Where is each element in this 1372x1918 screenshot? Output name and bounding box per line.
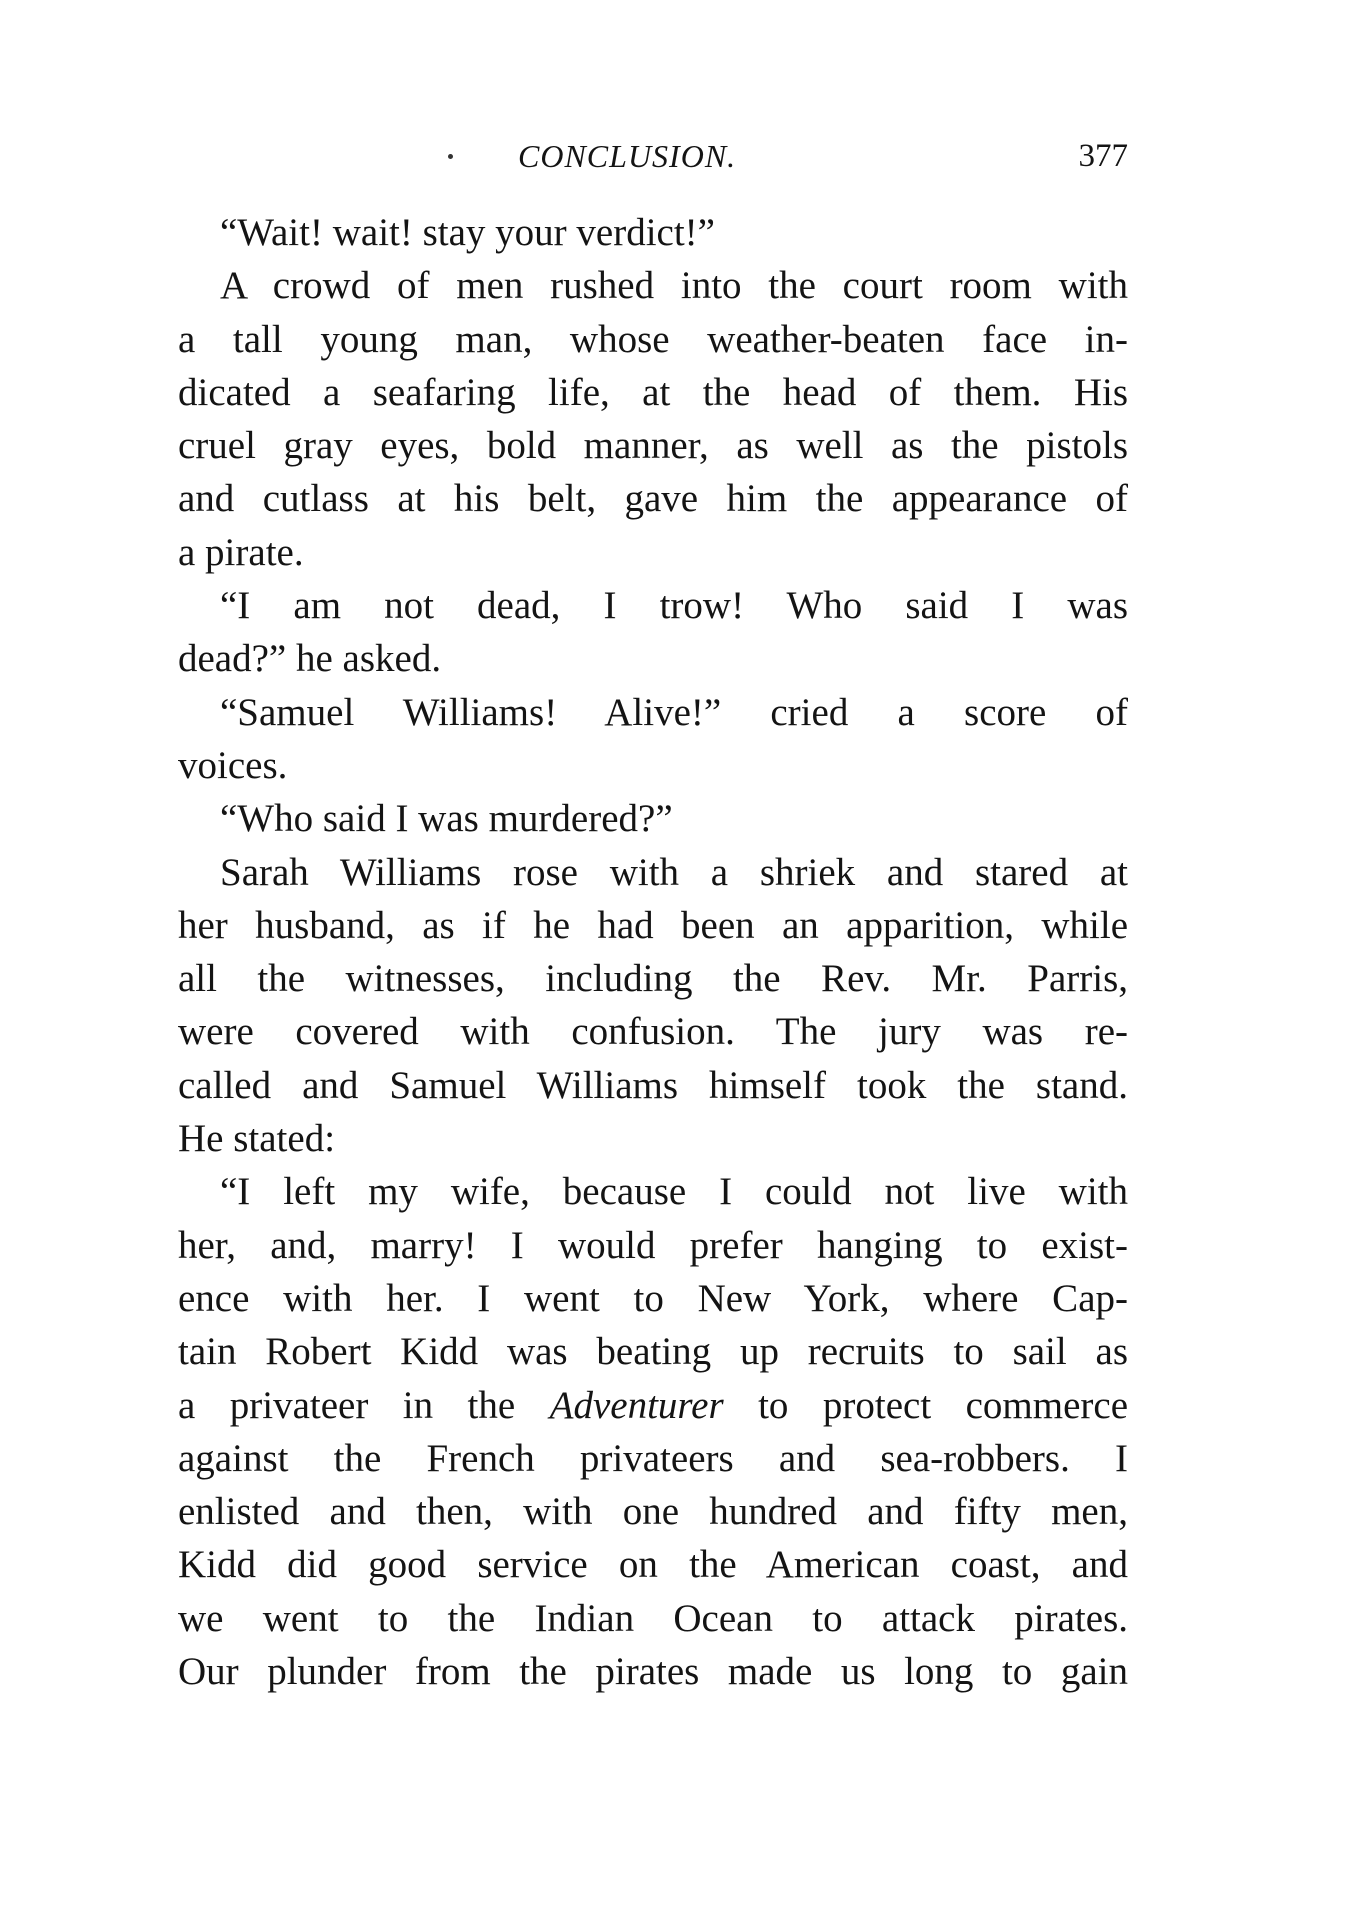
text-line xyxy=(178,1379,1128,1432)
running-head xyxy=(178,138,1128,188)
text-line: voices. xyxy=(178,743,288,787)
text-segment: to protect commerce xyxy=(723,1383,1128,1427)
text-line: Sarah Williams rose with a shriek and stared at xyxy=(220,850,1128,894)
text-line: called and Samuel Williams himself took the stand. xyxy=(178,1063,1128,1107)
text-line: dead?” he asked. xyxy=(178,637,442,681)
text-line: “I am not dead, I trow! Who said I was xyxy=(220,584,1128,628)
text-line: A crowd of men rushed into the court room with xyxy=(220,264,1128,308)
text-line: we went to the Indian Ocean to attack pirates. xyxy=(178,1596,1128,1640)
page-number: 377 xyxy=(1078,138,1128,174)
text-line: “Samuel Williams! Alive!” cried a score of xyxy=(220,690,1128,734)
text-line: and cutlass at his belt, gave him the appearance of xyxy=(178,477,1128,521)
text-line: enlisted and then, with one hundred and fifty men, xyxy=(178,1490,1128,1534)
text-segment: a privateer in the xyxy=(178,1383,550,1427)
text-line: ence with her. I went to New York, where Cap- xyxy=(178,1276,1128,1320)
text-line: Our plunder from the pirates made us long to gain xyxy=(178,1650,1128,1694)
text-line: all the witnesses, including the Rev. Mr. Parris, xyxy=(178,957,1128,1001)
body-text xyxy=(178,206,1128,1698)
text-line: a pirate. xyxy=(178,530,304,574)
text-line: were covered with confusion. The jury was re- xyxy=(178,1010,1128,1054)
running-title: CONCLUSION. xyxy=(518,138,737,174)
ship-name-italic: Adventurer xyxy=(549,1383,724,1427)
text-line: He stated: xyxy=(178,1117,336,1161)
text-line: “Who said I was murdered?” xyxy=(220,797,673,841)
text-line: her husband, as if he had been an apparition, while xyxy=(178,903,1128,947)
text-line: “I left my wife, because I could not live with xyxy=(220,1170,1128,1214)
text-line: against the French privateers and sea-robbers. I xyxy=(178,1436,1128,1480)
text-line: Kidd did good service on the American coast, and xyxy=(178,1543,1128,1587)
text-line: “Wait! wait! stay your verdict!” xyxy=(220,211,715,254)
text-line: a tall young man, whose weather-beaten face in- xyxy=(178,317,1128,361)
text-line: her, and, marry! I would prefer hanging to exist- xyxy=(178,1223,1128,1267)
text-line: tain Robert Kidd was beating up recruits to sail as xyxy=(178,1330,1128,1374)
stray-dot-mark xyxy=(448,154,453,159)
text-line: cruel gray eyes, bold manner, as well as the pistols xyxy=(178,424,1128,468)
text-line: dicated a seafaring life, at the head of them. His xyxy=(178,370,1128,414)
